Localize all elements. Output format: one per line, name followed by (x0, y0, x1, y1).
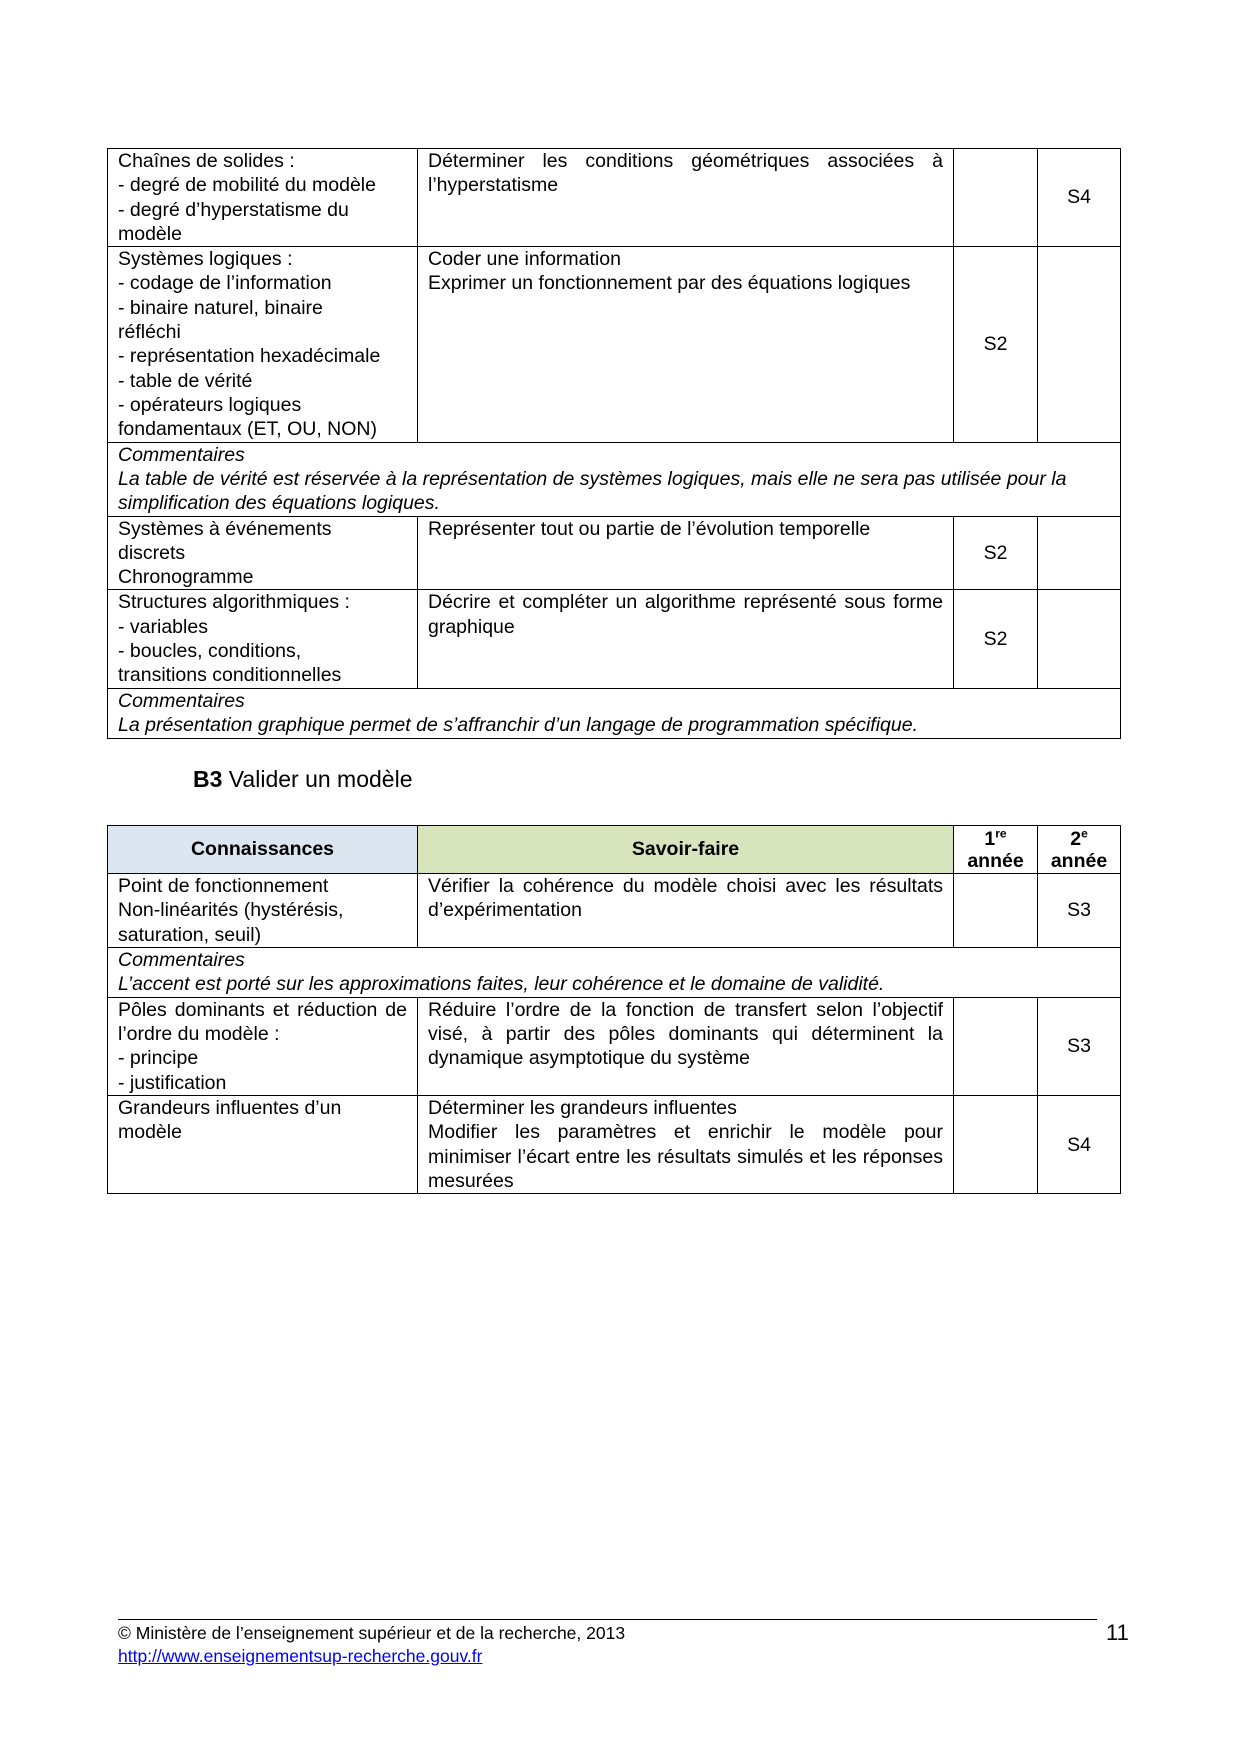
knowledge-line: - représentation hexadécimale (118, 345, 381, 368)
skill-line: Représenter tout ou partie de l’évolution temporelle (428, 517, 871, 540)
knowledge-line: Non-linéarités (hystérésis, (118, 899, 344, 922)
knowledge-line: Structures algorithmiques : (118, 591, 350, 614)
knowledge-line: - boucles, conditions, (118, 640, 302, 663)
year2-cell (1038, 590, 1121, 688)
skill-line: Déterminer les conditions géométriques associées à l’hyperstatisme (428, 150, 943, 197)
knowledge-line: modèle (118, 222, 182, 245)
knowledge-line: transitions conditionnelles (118, 664, 342, 687)
knowledge-line: réfléchi (118, 321, 181, 344)
year1-cell (954, 997, 1038, 1095)
skills-cell (418, 1096, 954, 1194)
table-row (108, 516, 1121, 590)
knowledge-line: Pôles dominants et réduction de l’ordre du modèle : (118, 998, 407, 1046)
skill-line: Exprimer un fonctionnement par des équations logiques (428, 272, 911, 295)
table-row (108, 247, 1121, 442)
year1-cell (954, 1096, 1038, 1194)
year1-cell: S2 (954, 590, 1038, 688)
header-year2-word: année (1050, 849, 1108, 872)
knowledge-cell (108, 590, 418, 688)
header-knowledge: Connaissances (108, 826, 418, 874)
knowledge-cell (108, 516, 418, 590)
table-row (108, 1096, 1121, 1194)
header-year1-word: année (967, 849, 1024, 872)
knowledge-line: Grandeurs influentes d’un modèle (118, 1097, 342, 1144)
header-year2 (1038, 826, 1121, 874)
knowledge-cell (108, 1096, 418, 1194)
knowledge-cell (108, 149, 418, 247)
competency-table-b2 (107, 148, 1121, 739)
skill-line: Décrire et compléter un algorithme représenté sous forme graphique (428, 591, 943, 638)
header-year1-num: 1 (984, 827, 996, 850)
footer-link[interactable]: http://www.enseignementsup-recherche.gouv.fr (118, 1646, 483, 1666)
page-number: 11 (1106, 1620, 1129, 1645)
comment-text: La table de vérité est réservée à la représentation de systèmes logiques, mais elle ne sera pas utilisée pour la simplification des équations logiques. (118, 467, 1067, 515)
comment-text: L’accent est porté sur les approximations faites, leur cohérence et le domaine de validité. (118, 973, 885, 996)
knowledge-line: - degré d’hyperstatisme du (118, 198, 349, 221)
knowledge-line: - codage de l’information (118, 272, 332, 295)
table-row (108, 149, 1121, 247)
year2-cell (1038, 247, 1121, 442)
header-year1-sup: re (995, 826, 1007, 840)
comment-cell (108, 688, 1121, 738)
section-title (193, 766, 412, 793)
skills-cell (418, 516, 954, 590)
knowledge-line: Chronogramme (118, 566, 254, 589)
comment-label: Commentaires (118, 443, 245, 466)
knowledge-cell (108, 874, 418, 948)
knowledge-line: Systèmes à événements (118, 517, 332, 540)
knowledge-cell (108, 247, 418, 442)
year2-cell: S3 (1038, 874, 1121, 948)
knowledge-line: - opérateurs logiques (118, 393, 302, 416)
year1-cell: S2 (954, 247, 1038, 442)
header-year2-num: 2 (1070, 827, 1082, 850)
header-year1 (954, 826, 1038, 874)
section-number: B3 (193, 766, 223, 792)
skills-cell (418, 874, 954, 948)
knowledge-line: Systèmes logiques : (118, 248, 293, 271)
header-skills: Savoir-faire (418, 826, 954, 874)
year2-cell: S4 (1038, 149, 1121, 247)
knowledge-line: - variables (118, 615, 208, 638)
skill-line: Vérifier la cohérence du modèle choisi avec les résultats d’expérimentation (428, 875, 943, 922)
skill-line: Réduire l’ordre de la fonction de transfert selon l’objectif visé, à partir des pôles dominants qui déterminent la dynamique asymptotique du système (428, 998, 943, 1070)
knowledge-line: fondamentaux (ET, OU, NON) (118, 418, 378, 441)
skills-cell (418, 149, 954, 247)
knowledge-line: Chaînes de solides : (118, 150, 295, 172)
comment-text: La présentation graphique permet de s’affranchir d’un langage de programmation spécifique. (118, 713, 919, 736)
skills-cell (418, 997, 954, 1095)
knowledge-line: - justification (118, 1071, 227, 1094)
comment-row (108, 688, 1121, 738)
skill-line: Coder une information (428, 248, 621, 271)
skills-cell (418, 247, 954, 442)
knowledge-line: saturation, seuil) (118, 923, 262, 946)
comment-label: Commentaires (118, 689, 245, 712)
table-header-row (108, 826, 1121, 874)
knowledge-line: Point de fonctionnement (118, 875, 329, 897)
knowledge-line: - binaire naturel, binaire (118, 296, 323, 319)
knowledge-line: - table de vérité (118, 369, 253, 392)
comment-row (108, 442, 1121, 516)
header-year2-sup: e (1081, 826, 1088, 840)
comment-cell (108, 442, 1121, 516)
knowledge-line: discrets (118, 541, 186, 564)
comment-cell (108, 947, 1121, 997)
competency-table-b3 (107, 825, 1121, 1194)
table-row (108, 590, 1121, 688)
comment-row (108, 947, 1121, 997)
year1-cell (954, 149, 1038, 247)
skills-cell (418, 590, 954, 688)
year1-cell: S2 (954, 516, 1038, 590)
skill-line: Déterminer les grandeurs influentes (428, 1097, 737, 1120)
year2-cell: S4 (1038, 1096, 1121, 1194)
skill-line: Modifier les paramètres et enrichir le modèle pour minimiser l’écart entre les résultats simulés et les réponses mesurées (428, 1121, 943, 1192)
year2-cell (1038, 516, 1121, 590)
knowledge-line: - principe (118, 1047, 199, 1070)
section-title-text: Valider un modèle (228, 766, 413, 792)
comment-label: Commentaires (118, 948, 245, 971)
table-row (108, 874, 1121, 948)
footer-copyright: © Ministère de l’enseignement supérieur et de la recherche, 2013 (118, 1623, 626, 1643)
knowledge-line: - degré de mobilité du modèle (118, 174, 376, 197)
table-row (108, 997, 1121, 1095)
year2-cell: S3 (1038, 997, 1121, 1095)
knowledge-cell (108, 997, 418, 1095)
year1-cell (954, 874, 1038, 948)
footer-divider (118, 1619, 1097, 1620)
